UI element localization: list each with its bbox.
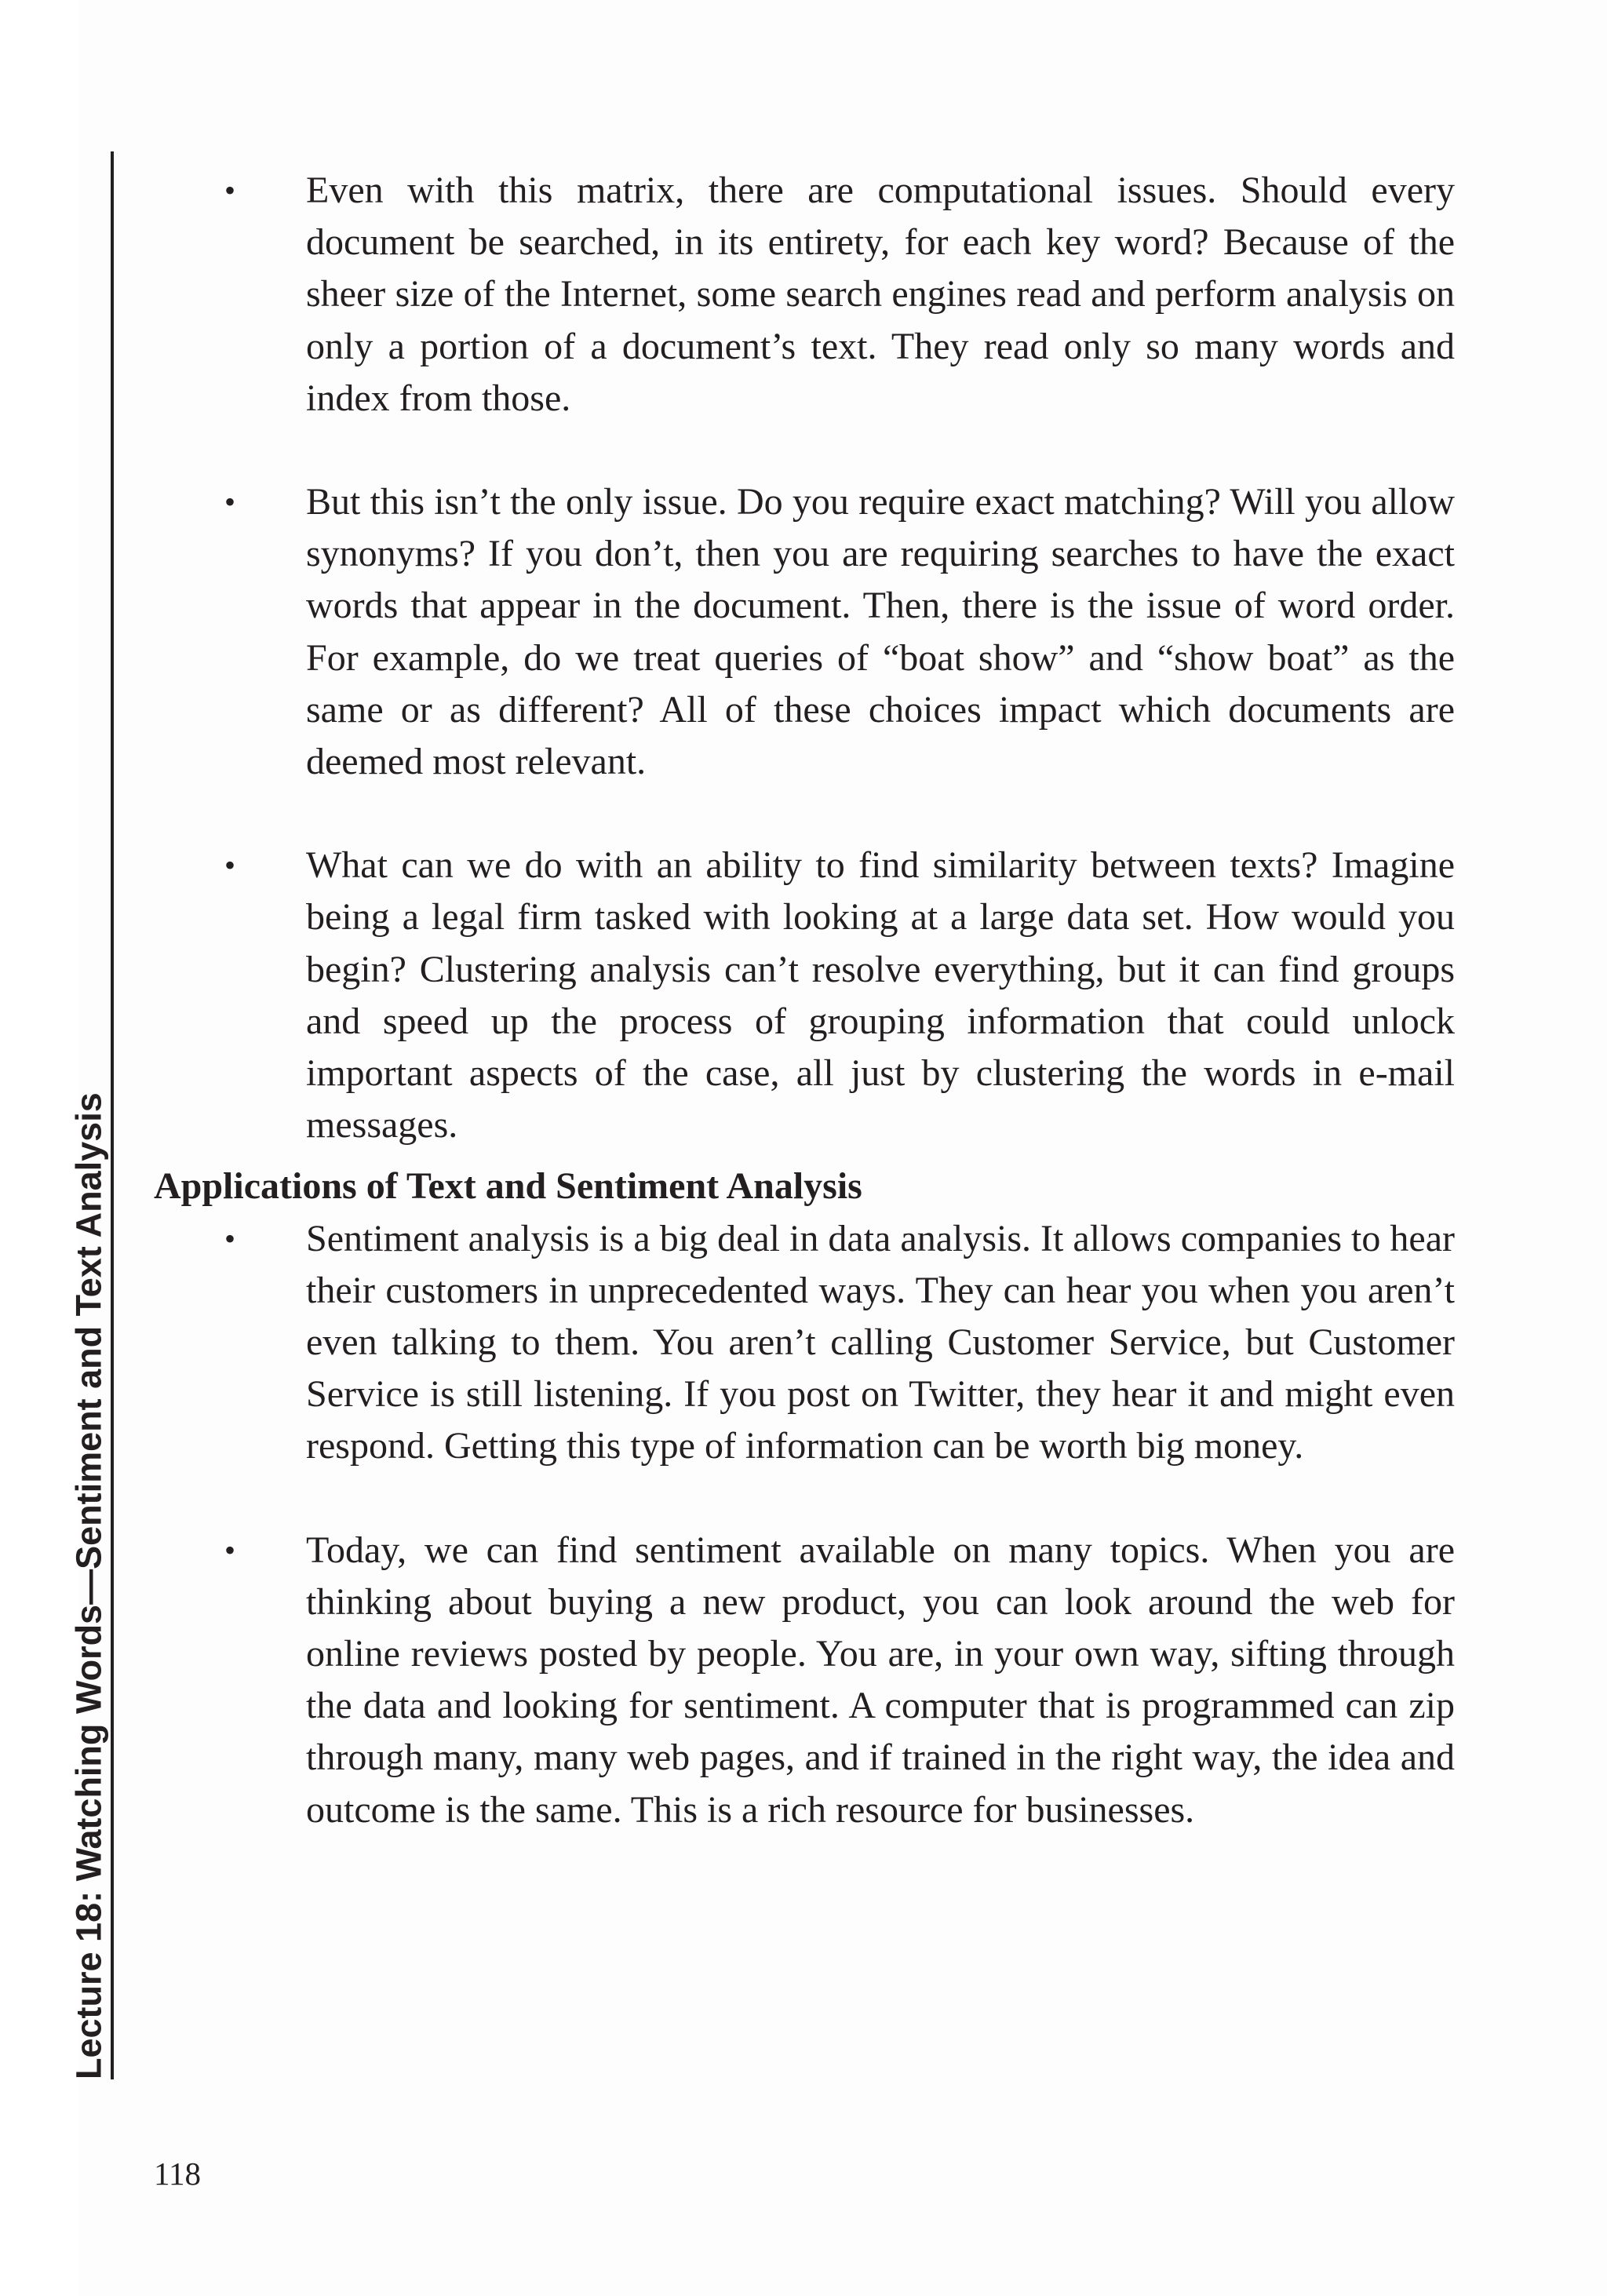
lecture-title: Lecture 18: Watching Words—Sentiment and Text Analysis [68,1092,109,2079]
bullet-text: But this isn’t the only issue. Do you require exact matching? Will you allow synonyms? If you don’t, then you are requiring searches to have the exact words that appear in the document. Then, there is the issue of word order. For example, do we treat queries of “boat show” and “show boat” as the same or as different? All of these choices impact which documents are deemed most relevant. [306,481,1455,783]
bullet-item [154,1213,1455,1473]
bullet-item [154,1525,1455,1836]
bullet-dot: • [224,484,236,520]
bullet-dot: • [224,173,236,208]
bullet-item [154,476,1455,788]
bullet-text: What can we do with an ability to find similarity between texts? Imagine being a legal firm tasked with looking at a large data set. How would you begin? Clustering analysis can’t resolve everything, but it can find groups and speed up the process of grouping information that could unlock important aspects of the case, all just by clustering the words in e-mail messages. [306,844,1455,1146]
bullet-item [154,165,1455,425]
bullet-text: Sentiment analysis is a big deal in data analysis. It allows companies to hear their customers in unprecedented ways. They can hear you when you aren’t even talking to them. You aren’t calling Customer Service, but Customer Service is still listening. If you post on Twitter, they hear it and might even respond. Getting this type of information can be worth big money. [306,1217,1455,1467]
page-content [154,165,1455,1836]
page-number: 118 [154,2156,201,2192]
sidebar-rule [111,151,114,2079]
bullet-item [154,840,1455,1151]
section-heading: Applications of Text and Sentiment Analysis [154,1165,862,1208]
bullet-text: Even with this matrix, there are computational issues. Should every document be searched, in its entirety, for each key word? Because of the sheer size of the Internet, some search engines read and perform analysis on only a portion of a document’s text. They read only so many words and index from those. [306,169,1455,419]
bullet-dot: • [224,1532,236,1568]
bullet-text: Today, we can find sentiment available on many topics. When you are thinking about buying a new product, you can look around the web for online reviews posted by people. You are, in your own way, sifting through the data and looking for sentiment. A computer that is programmed can zip through many, many web pages, and if trained in the right way, the idea and outcome is the same. This is a rich resource for businesses. [306,1529,1455,1831]
bullet-dot: • [224,1220,236,1256]
bullet-dot: • [224,847,236,884]
